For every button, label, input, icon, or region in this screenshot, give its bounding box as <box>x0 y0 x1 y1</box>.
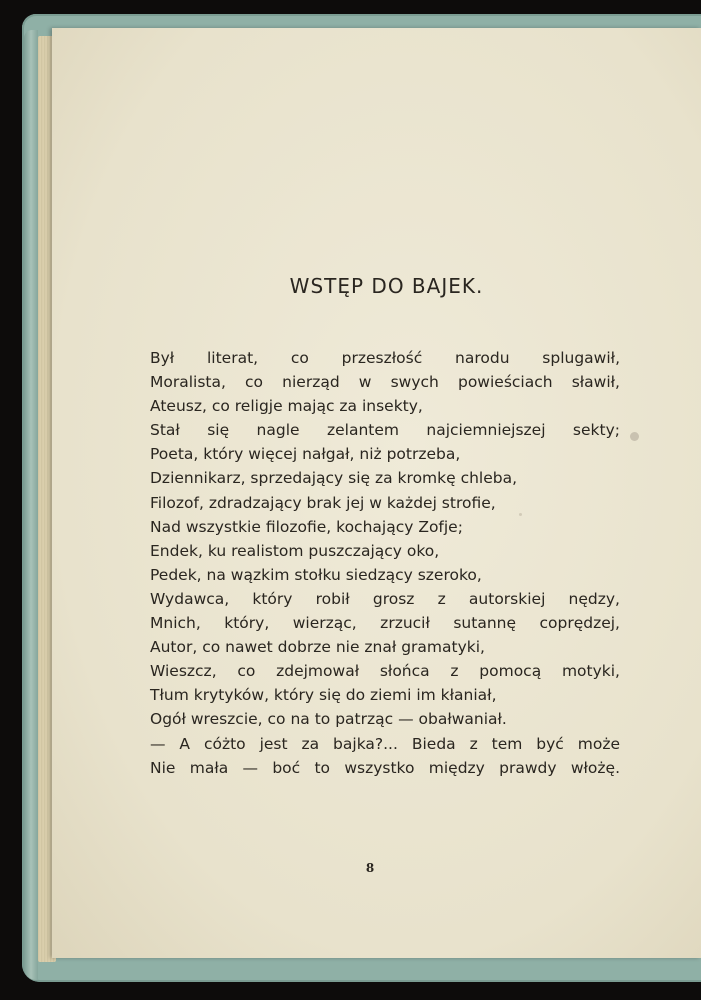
poem-line: Endek, ku realistom puszczający oko, <box>150 541 440 560</box>
book-page <box>52 28 701 958</box>
poem-line: Filozof, zdradzający brak jej w każdej strofie, <box>150 493 496 512</box>
page-title: WSTĘP DO BAJEK. <box>289 274 484 298</box>
poem-line: Poeta, który więcej nałgał, niż potrzeba, <box>150 445 461 464</box>
poem-line: Nad wszystkie filozofie, kochający Zofje; <box>150 517 463 536</box>
poem-text <box>150 346 620 780</box>
paper-stain <box>630 432 639 441</box>
poem-line: Wydawca, który robił grosz z autorskiej nędzy, <box>150 589 620 608</box>
poem-line: Dziennikarz, sprzedający się za kromkę chleba, <box>150 469 518 488</box>
poem-line: Ateusz, co religje mając za insekty, <box>150 397 423 416</box>
poem-line: Moralista, co nierząd w swych powieściach sławił, <box>150 373 620 392</box>
poem-line: Wieszcz, co zdejmował słońca z pomocą motyki, <box>150 662 620 681</box>
page-number: 8 <box>365 861 375 875</box>
poem-line: Nie mała — boć to wszystko między prawdy włożę. <box>150 758 620 777</box>
paper-speck <box>519 513 522 516</box>
poem-line: Stał się nagle zelantem najciemniejszej sekty; <box>150 421 620 440</box>
poem-line: Ogół wreszcie, co na to patrząc — obałwaniał. <box>150 710 507 729</box>
poem-line: Autor, co nawet dobrze nie znał gramatyki, <box>150 638 485 657</box>
poem-line: Był literat, co przeszłość narodu splugawił, <box>150 349 620 367</box>
poem-line: Pedek, na wązkim stołku siedzący szeroko, <box>150 565 482 584</box>
poem-line: — A cóżto jest za bajka?... Bieda z tem być może <box>150 734 620 753</box>
book-spine-edge <box>24 30 38 980</box>
poem-line: Mnich, który, wierząc, zrzucił sutannę coprędzej, <box>150 614 620 633</box>
poem-line: Tłum krytyków, który się do ziemi im kłaniał, <box>150 686 497 705</box>
